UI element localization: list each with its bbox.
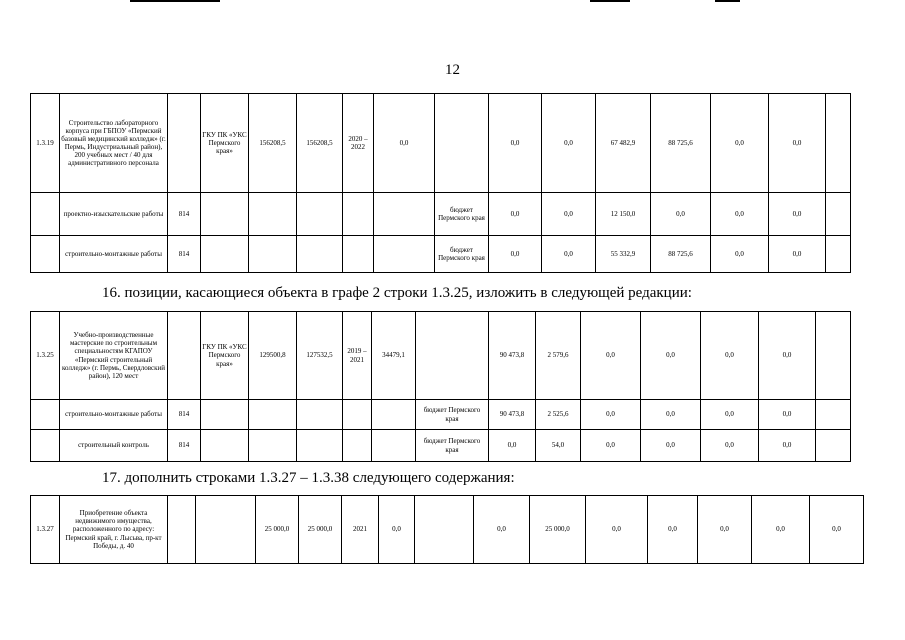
table-row bbox=[31, 312, 851, 400]
table-cell bbox=[297, 430, 343, 462]
table-cell: 127532,5 bbox=[297, 312, 343, 400]
table-cell: 67 482,9 bbox=[596, 94, 651, 193]
table-cell: 0,0 bbox=[586, 496, 648, 564]
table-cell bbox=[201, 400, 249, 430]
table-cell: 0,0 bbox=[711, 94, 769, 193]
table-cell: 0,0 bbox=[542, 236, 596, 273]
table-cell: 0,0 bbox=[701, 430, 759, 462]
table-cell: 0,0 bbox=[641, 312, 701, 400]
section-16-heading: 16. позиции, касающиеся объекта в графе 2 строки 1.3.25, изложить в следующей редакции: bbox=[102, 285, 692, 301]
table-cell: 0,0 bbox=[769, 94, 826, 193]
table-row bbox=[31, 496, 864, 564]
table-cell bbox=[343, 193, 374, 236]
table-cell bbox=[372, 400, 416, 430]
table-cell: 1.3.19 bbox=[31, 94, 60, 193]
table-cell bbox=[374, 193, 435, 236]
table-cell bbox=[31, 236, 60, 273]
top-edge-mark bbox=[130, 0, 220, 2]
table-cell: 0,0 bbox=[542, 193, 596, 236]
table-cell bbox=[249, 430, 297, 462]
table-cell: 0,0 bbox=[474, 496, 530, 564]
table-cell: 0,0 bbox=[810, 496, 864, 564]
table-cell bbox=[826, 94, 851, 193]
table-cell bbox=[816, 430, 851, 462]
table-cell: 34479,1 bbox=[372, 312, 416, 400]
table-cell bbox=[297, 193, 343, 236]
table-cell: 0,0 bbox=[641, 430, 701, 462]
table-cell bbox=[297, 236, 343, 273]
top-edge-mark bbox=[590, 0, 630, 2]
table-cell bbox=[31, 193, 60, 236]
table-cell: 0,0 bbox=[542, 94, 596, 193]
table-cell: 0,0 bbox=[711, 236, 769, 273]
table-row bbox=[31, 94, 851, 193]
table-cell: 0,0 bbox=[769, 236, 826, 273]
table-cell: ГКУ ПК «УКС Пермского края» bbox=[201, 312, 249, 400]
table-cell: 0,0 bbox=[374, 94, 435, 193]
table-cell bbox=[196, 496, 256, 564]
table-cell: 54,0 bbox=[536, 430, 581, 462]
table-cell: 0,0 bbox=[759, 400, 816, 430]
table-row bbox=[31, 430, 851, 462]
table-cell bbox=[826, 236, 851, 273]
table-cell: 25 000,0 bbox=[530, 496, 586, 564]
table-row bbox=[31, 193, 851, 236]
table-cell: 2 579,6 bbox=[536, 312, 581, 400]
table-cell: 814 bbox=[168, 430, 201, 462]
table-cell: 0,0 bbox=[711, 193, 769, 236]
table-cell: 2021 bbox=[342, 496, 379, 564]
table-cell: 0,0 bbox=[581, 312, 641, 400]
table-cell bbox=[168, 94, 201, 193]
table-cell bbox=[415, 496, 474, 564]
table-cell: 814 bbox=[168, 193, 201, 236]
table-cell bbox=[343, 236, 374, 273]
table-cell bbox=[297, 400, 343, 430]
table-cell bbox=[826, 193, 851, 236]
table-cell: бюджет Пермского края bbox=[416, 430, 489, 462]
table-cell: 0,0 bbox=[379, 496, 415, 564]
table-cell: 12 150,0 bbox=[596, 193, 651, 236]
table-cell: бюджет Пермского края bbox=[435, 193, 489, 236]
page-number: 12 bbox=[445, 62, 460, 78]
table-cell: 55 332,9 bbox=[596, 236, 651, 273]
table-cell: 25 000,0 bbox=[256, 496, 299, 564]
table-cell bbox=[249, 193, 297, 236]
section-17-heading: 17. дополнить строками 1.3.27 – 1.3.38 следующего содержания: bbox=[102, 470, 515, 486]
table-cell: 814 bbox=[168, 400, 201, 430]
table-cell: 0,0 bbox=[648, 496, 698, 564]
table-cell bbox=[816, 400, 851, 430]
table-cell: ГКУ ПК «УКС Пермского края» bbox=[201, 94, 249, 193]
table-cell: 88 725,6 bbox=[651, 236, 711, 273]
table-row bbox=[31, 400, 851, 430]
table-cell: 0,0 bbox=[651, 193, 711, 236]
table-row-1-3-27 bbox=[30, 495, 864, 564]
table-cell bbox=[816, 312, 851, 400]
table-row-1-3-19 bbox=[30, 93, 851, 273]
table-cell: строительно-монтажные работы bbox=[60, 400, 168, 430]
table-1-body bbox=[31, 94, 851, 273]
table-cell: 2 525,6 bbox=[536, 400, 581, 430]
table-cell: проектно-изыскательские работы bbox=[60, 193, 168, 236]
table-cell bbox=[343, 400, 372, 430]
table-cell bbox=[201, 430, 249, 462]
table-cell bbox=[31, 430, 60, 462]
table-row bbox=[31, 236, 851, 273]
table-cell: 0,0 bbox=[759, 430, 816, 462]
table-cell: 129500,8 bbox=[249, 312, 297, 400]
table-cell: 156208,5 bbox=[297, 94, 343, 193]
table-cell: 0,0 bbox=[489, 193, 542, 236]
table-cell bbox=[168, 312, 201, 400]
table-cell: бюджет Пермского края bbox=[435, 236, 489, 273]
table-cell: строительно-монтажные работы bbox=[60, 236, 168, 273]
table-cell: 0,0 bbox=[701, 400, 759, 430]
table-cell: 0,0 bbox=[489, 236, 542, 273]
table-cell: 2020 – 2022 bbox=[343, 94, 374, 193]
table-cell: 1.3.25 bbox=[31, 312, 60, 400]
table-row-1-3-25 bbox=[30, 311, 851, 462]
table-cell: 1.3.27 bbox=[31, 496, 60, 564]
table-cell: 0,0 bbox=[581, 430, 641, 462]
table-cell: 88 725,6 bbox=[651, 94, 711, 193]
table-cell: 0,0 bbox=[698, 496, 752, 564]
table-cell: 90 473,8 bbox=[489, 312, 536, 400]
table-cell: 0,0 bbox=[769, 193, 826, 236]
table-cell bbox=[374, 236, 435, 273]
table-cell: 2019 – 2021 bbox=[343, 312, 372, 400]
table-cell: Строительство лабораторного корпуса при ГБПОУ «Пермский базовый медицинский колледж» (г. Пермь, Индустриальный район), 200 учебных мест / 40 для административного персонала bbox=[60, 94, 168, 193]
table-cell bbox=[201, 193, 249, 236]
table-cell bbox=[201, 236, 249, 273]
table-cell bbox=[168, 496, 196, 564]
top-edge-mark bbox=[715, 0, 740, 2]
table-cell bbox=[249, 400, 297, 430]
table-2-body bbox=[31, 312, 851, 462]
table-cell: 90 473,8 bbox=[489, 400, 536, 430]
table-cell: 0,0 bbox=[641, 400, 701, 430]
table-cell bbox=[31, 400, 60, 430]
table-cell: строительный контроль bbox=[60, 430, 168, 462]
table-3-body bbox=[31, 496, 864, 564]
table-cell: 0,0 bbox=[581, 400, 641, 430]
table-cell: 0,0 bbox=[489, 430, 536, 462]
table-cell bbox=[416, 312, 489, 400]
table-cell bbox=[343, 430, 372, 462]
table-cell bbox=[435, 94, 489, 193]
table-cell: 814 bbox=[168, 236, 201, 273]
table-cell: Приобретение объекта недвижимого имущества, расположенного по адресу: Пермский край, г. Лысьва, пр-кт Победы, д. 40 bbox=[60, 496, 168, 564]
table-cell bbox=[372, 430, 416, 462]
table-cell bbox=[249, 236, 297, 273]
table-cell: 0,0 bbox=[701, 312, 759, 400]
table-cell: бюджет Пермского края bbox=[416, 400, 489, 430]
table-cell: 25 000,0 bbox=[299, 496, 342, 564]
table-cell: 0,0 bbox=[759, 312, 816, 400]
table-cell: 156208,5 bbox=[249, 94, 297, 193]
table-cell: 0,0 bbox=[489, 94, 542, 193]
table-cell: Учебно-производственные мастерские по строительным специальностям КГАПОУ «Пермский строительный колледж» (г. Пермь, Свердловский район), 120 мест bbox=[60, 312, 168, 400]
table-cell: 0,0 bbox=[752, 496, 810, 564]
